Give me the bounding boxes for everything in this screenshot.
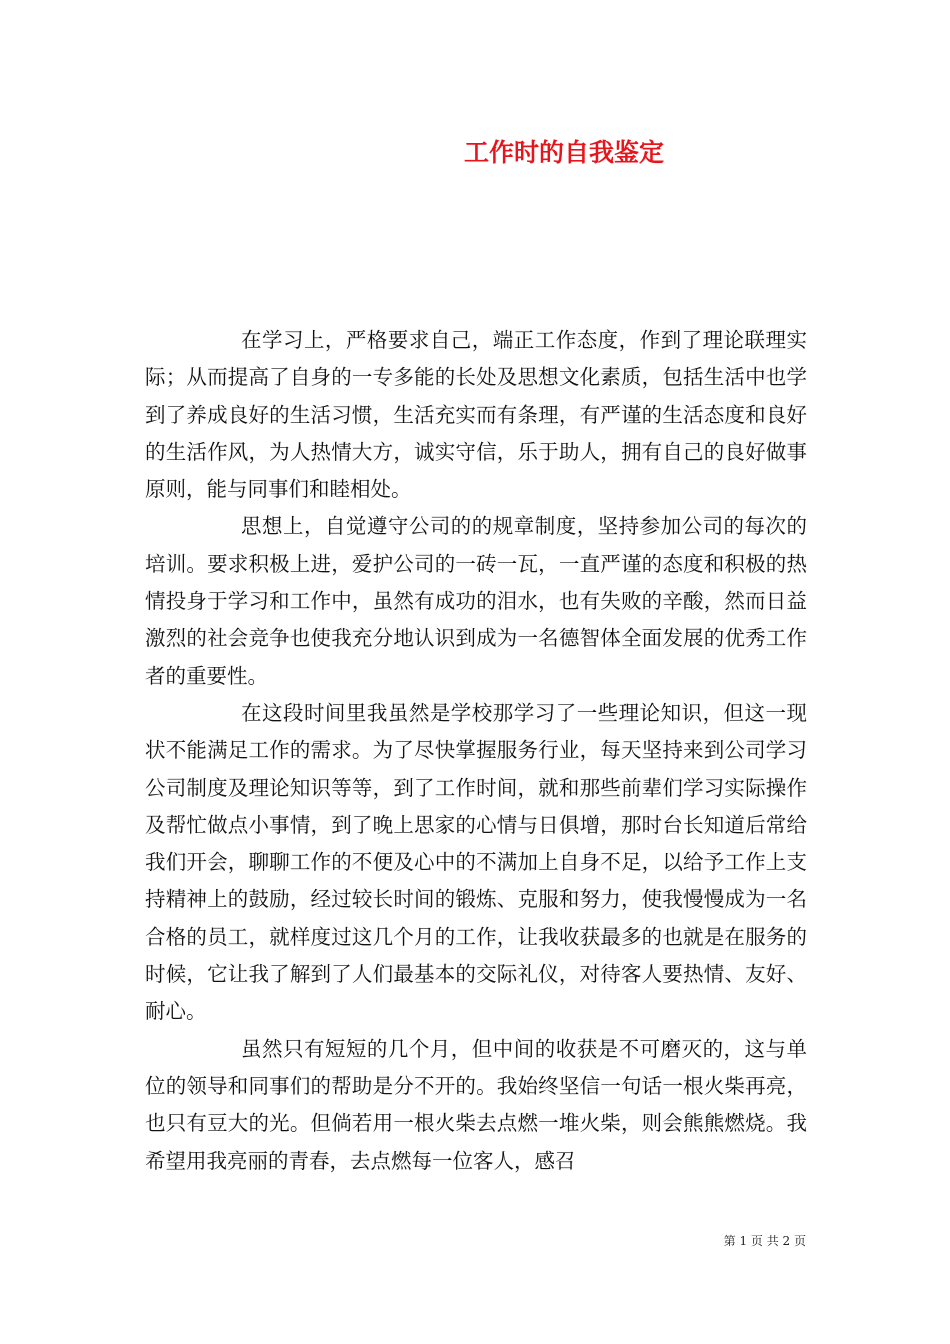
paragraph-study: 在学习上，严格要求自己，端正工作态度，作到了理论联理实际；从而提高了自身的一专多能的长处及思想文化素质，包括生活中也学到了养成良好的生活习惯，生活充实而有条理，有严谨的生活态度和良好的生活作风，为人热情大方，诚实守信，乐于助人，拥有自己的良好做事原则，能与同事们和睦相处。 xyxy=(145,328,807,502)
page-number-footer: 第 1 页 共 2 页 xyxy=(723,1234,806,1248)
document-title-text: 工作时的自我鉴定 xyxy=(463,138,664,167)
paragraph-thought: 思想上，自觉遵守公司的的规章制度，坚持参加公司的每次的培训。要求积极上进，爱护公司的一砖一瓦，一直严谨的态度和积极的热情投身于学习和工作中，虽然有成功的泪水，也有失败的辛酸，然而日益激烈的社会竞争也使我充分地认识到成为一名德智体全面发展的优秀工作者的重要性。 xyxy=(145,514,807,688)
paragraph-experience: 在这段时间里我虽然是学校那学习了一些理论知识，但这一现状不能满足工作的需求。为了尽快掌握服务行业，每天坚持来到公司学习公司制度及理论知识等等，到了工作时间，就和那些前辈们学习实际操作及帮忙做点小事情，到了晚上思家的心情与日俱增，那时台长知道后常给我们开会，聊聊工作的不便及心中的不满加上自身不足，以给予工作上支持精神上的鼓励，经过较长时间的锻炼、克服和努力，使我慢慢成为一名合格的员工，就样度过这几个月的工作，让我收获最多的也就是在服务的时候，它让我了解到了人们最基本的交际礼仪，对待客人要热情、友好、耐心。 xyxy=(145,700,807,1024)
document-body xyxy=(145,322,807,1180)
document-title xyxy=(0,133,950,169)
paragraph-gains: 虽然只有短短的几个月，但中间的收获是不可磨灭的，这与单位的领导和同事们的帮助是分不开的。我始终坚信一句话一根火柴再亮，也只有豆大的光。但倘若用一根火柴去点燃一堆火柴，则会熊熊燃烧。我希望用我亮丽的青春，去点燃每一位客人，感召 xyxy=(145,1036,807,1173)
